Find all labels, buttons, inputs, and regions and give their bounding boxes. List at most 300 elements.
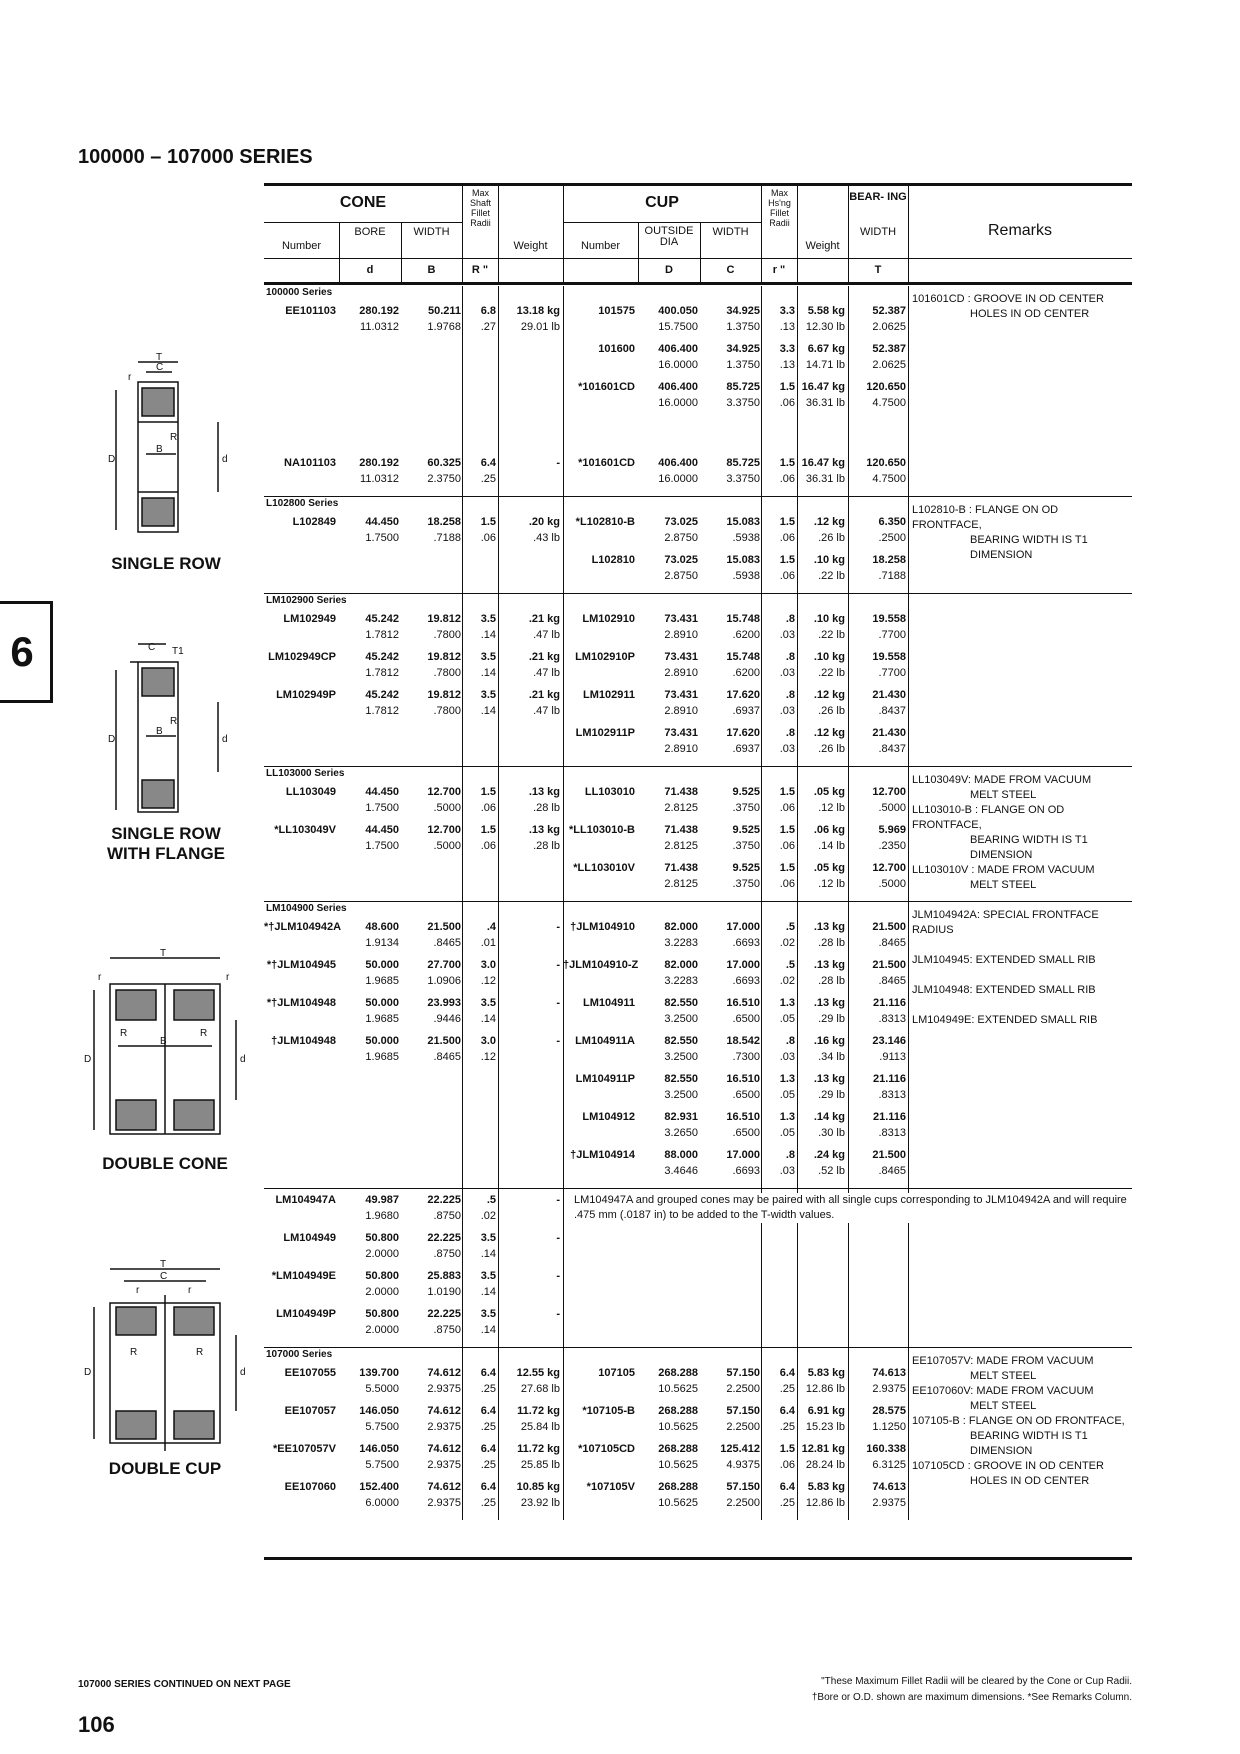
table-row: [264, 994, 908, 1032]
cell-B: 74.612: [427, 1367, 461, 1379]
cell-B: 19.812: [427, 689, 461, 701]
cell-w-inch: .47 lb: [533, 667, 560, 679]
cell-r: .8: [785, 651, 795, 663]
cell-cone: LM104949P: [276, 1308, 336, 1320]
cell-T: 18.258: [872, 554, 906, 566]
cell-R: 3.0: [480, 959, 496, 971]
remark-line: EE107057V: MADE FROM VACUUM: [912, 1355, 1094, 1367]
cell-r-inch: .06: [779, 802, 795, 814]
cell-T: 21.430: [872, 727, 906, 739]
header-cup-number: Number: [580, 240, 621, 252]
header-max-hsng: Max Hs'ng Fillet Radii: [768, 188, 791, 228]
cell-r-inch: .06: [779, 1459, 795, 1471]
cell-D: 268.288: [658, 1443, 698, 1455]
header-sym-B: B: [427, 264, 436, 276]
cell-r: 1.3: [779, 997, 795, 1009]
cell-cw-inch: 12.86 lb: [805, 1497, 845, 1509]
cell-B-inch: .7800: [433, 629, 461, 641]
cell-d: 45.242: [365, 689, 399, 701]
cell-C-inch: .6693: [732, 1165, 760, 1177]
cell-T-inch: 2.0625: [872, 321, 906, 333]
cell-w: 10.85 kg: [516, 1481, 560, 1493]
cell-d-inch: 2.0000: [365, 1248, 399, 1260]
diagram-double-cone: [80, 950, 250, 1174]
cell-r: .5: [785, 921, 795, 933]
cell-w: -: [556, 959, 560, 971]
cell-D-inch: 10.5625: [658, 1421, 698, 1433]
cell-w-inch: 27.68 lb: [520, 1383, 560, 1395]
remark-line: LL103010-B : FLANGE ON OD FRONTFACE,: [912, 804, 1065, 831]
cell-C: 85.725: [726, 457, 760, 469]
cell-cup: *LL103010-B: [568, 824, 635, 836]
cell-C-inch: 3.3750: [726, 397, 760, 409]
series-name: LL103000 Series: [266, 768, 345, 779]
header-bearing: BEAR- ING: [849, 191, 907, 203]
cell-cone: LL103049: [285, 786, 336, 798]
cell-cw: 16.47 kg: [801, 381, 845, 393]
cell-R: 1.5: [480, 824, 496, 836]
svg-text:C: C: [156, 362, 164, 373]
cell-cw: .24 kg: [813, 1149, 845, 1161]
cell-B-inch: 2.9375: [427, 1497, 461, 1509]
cell-C: 34.925: [726, 305, 760, 317]
cell-C: 16.510: [726, 1111, 760, 1123]
cell-cw: .05 kg: [813, 862, 845, 874]
table-bottom-rule: [264, 1557, 1132, 1560]
cell-w: -: [556, 1035, 560, 1047]
svg-text:d: d: [222, 734, 228, 745]
cell-d: 50.000: [365, 1035, 399, 1047]
cell-D-inch: 3.2283: [664, 975, 698, 987]
cell-cup: LM104911A: [575, 1035, 635, 1047]
svg-text:R: R: [196, 1347, 204, 1358]
header-cup-width: WIDTH: [712, 226, 749, 238]
cell-B-inch: .9446: [433, 1013, 461, 1025]
cell-B: 27.700: [427, 959, 461, 971]
remark-line: [908, 998, 1130, 1013]
cell-w: -: [556, 1308, 560, 1320]
cell-B: 21.500: [427, 1035, 461, 1047]
remark-line: 107105-B : FLANGE ON OD FRONTFACE,: [912, 1415, 1125, 1427]
cell-d-inch: 1.9134: [365, 937, 399, 949]
cell-D-inch: 2.8125: [664, 840, 698, 852]
table-row: [264, 551, 908, 589]
remark-line: MELT STEEL: [970, 1400, 1037, 1412]
cell-C: 57.150: [726, 1405, 760, 1417]
remark-line: L102810-B : FLANGE ON OD FRONTFACE,: [912, 504, 1059, 531]
cell-cw: .12 kg: [813, 727, 845, 739]
cell-r: 6.4: [779, 1405, 795, 1417]
cell-B-inch: .7800: [433, 705, 461, 717]
cell-C: 9.525: [732, 862, 760, 874]
cell-w-inch: 25.84 lb: [520, 1421, 560, 1433]
remarks-cell: [908, 503, 1130, 563]
cell-C-inch: .6693: [732, 975, 760, 987]
cell-B-inch: .7800: [433, 667, 461, 679]
cell-B: 60.325: [427, 457, 461, 469]
cell-D-inch: 15.7500: [658, 321, 698, 333]
cell-r: 1.5: [779, 457, 795, 469]
cell-D: 73.025: [664, 516, 698, 528]
header-cone-number: Number: [281, 240, 322, 252]
remark-line: LL103049V: MADE FROM VACUUM: [912, 774, 1092, 786]
section-5: [264, 1188, 1132, 1347]
cell-D: 82.000: [664, 921, 698, 933]
section-2: [264, 593, 1132, 766]
cell-cw-inch: .34 lb: [818, 1051, 845, 1063]
cell-r-inch: .02: [779, 975, 795, 987]
cell-cone: LM102949: [283, 613, 336, 625]
cell-T: 74.613: [872, 1481, 906, 1493]
diagram-label-double-cup: DOUBLE CUP: [108, 1459, 222, 1478]
cell-r-inch: .06: [779, 570, 795, 582]
table-row: [264, 1364, 908, 1402]
cell-d-inch: 6.0000: [365, 1497, 399, 1509]
cell-D: 82.550: [664, 1073, 698, 1085]
section-1: [264, 496, 1132, 593]
cell-R: 1.5: [480, 516, 496, 528]
cell-cw-inch: 12.30 lb: [805, 321, 845, 333]
cell-D-inch: 16.0000: [658, 473, 698, 485]
svg-text:R: R: [120, 1028, 128, 1039]
diagram-label-double-cone: DOUBLE CONE: [102, 1154, 228, 1173]
cell-cw-inch: .22 lb: [818, 629, 845, 641]
cell-B: 21.500: [427, 921, 461, 933]
cell-B: 12.700: [427, 824, 461, 836]
cell-r-inch: .03: [779, 667, 795, 679]
cell-B-inch: 1.9768: [427, 321, 461, 333]
cell-T: 52.387: [872, 343, 906, 355]
diagram-single-row: [86, 350, 246, 574]
cell-C-inch: 1.3750: [726, 321, 760, 333]
cell-T: 21.430: [872, 689, 906, 701]
cell-cone: LM102949CP: [268, 651, 336, 663]
cell-cw-inch: .30 lb: [818, 1127, 845, 1139]
cell-cw-inch: 15.23 lb: [805, 1421, 845, 1433]
cell-T-inch: .5000: [878, 802, 906, 814]
cell-cup: LL103010: [584, 786, 635, 798]
cell-cone: *†JLM104945: [266, 959, 336, 971]
svg-text:d: d: [222, 454, 228, 465]
cell-D-inch: 3.2650: [664, 1127, 698, 1139]
cell-T-inch: .9113: [879, 1051, 906, 1063]
header-sym-C: C: [726, 264, 735, 276]
section-6: [264, 1347, 1132, 1520]
remarks-cell: [908, 1354, 1130, 1489]
cell-cup: L102810: [591, 554, 635, 566]
header-outside-dia: OUTSIDE DIA: [644, 225, 694, 248]
cell-r-inch: .06: [779, 397, 795, 409]
series-name: 100000 Series: [266, 287, 333, 298]
cell-B-inch: 2.3750: [427, 473, 461, 485]
cell-cw-inch: .14 lb: [818, 840, 845, 852]
cell-C-inch: .3750: [732, 878, 760, 890]
remark-line: HOLES IN OD CENTER: [970, 1475, 1090, 1487]
remark-line: LL103010V : MADE FROM VACUUM: [912, 864, 1095, 876]
cell-cone: *LM104949E: [271, 1270, 336, 1282]
svg-text:r: r: [188, 1285, 192, 1296]
cell-T-inch: .8465: [878, 975, 906, 987]
cell-cup: *101601CD: [578, 381, 635, 393]
cell-cw-inch: .12 lb: [818, 878, 845, 890]
svg-text:D: D: [108, 454, 116, 465]
cell-D: 406.400: [658, 381, 698, 393]
cell-r-inch: .03: [779, 1051, 795, 1063]
cell-D: 88.000: [664, 1149, 698, 1161]
cell-cw: 6.91 kg: [807, 1405, 845, 1417]
cell-r-inch: .02: [779, 937, 795, 949]
cell-B-inch: .8465: [433, 1051, 461, 1063]
cell-D-inch: 16.0000: [658, 397, 698, 409]
cell-C-inch: .5938: [732, 532, 760, 544]
header-cone-weight: Weight: [513, 240, 548, 252]
cell-T: 21.500: [872, 1149, 906, 1161]
cell-R: .4: [486, 921, 496, 933]
cell-cw-inch: .22 lb: [818, 667, 845, 679]
cell-cw-inch: .22 lb: [818, 570, 845, 582]
series-name: L102800 Series: [266, 498, 339, 509]
cell-B-inch: 2.9375: [427, 1421, 461, 1433]
header-cone-width: WIDTH: [413, 226, 450, 238]
cell-d: 45.242: [365, 613, 399, 625]
cell-cup: LM104911: [583, 997, 635, 1009]
cell-d: 48.600: [365, 921, 399, 933]
cell-T: 28.575: [872, 1405, 906, 1417]
cell-C: 57.150: [726, 1481, 760, 1493]
remarks-cell: [908, 773, 1130, 893]
cell-T: 120.650: [866, 457, 906, 469]
cell-cw-inch: .28 lb: [818, 975, 845, 987]
cell-d-inch: 5.7500: [365, 1421, 399, 1433]
cell-R-inch: .12: [480, 1051, 496, 1063]
cell-D: 73.431: [664, 727, 698, 739]
cell-w-inch: .47 lb: [533, 705, 560, 717]
cell-B-inch: 1.0190: [427, 1286, 461, 1298]
table-row: [264, 686, 908, 724]
table-row: [264, 1146, 908, 1184]
cell-d: 44.450: [365, 516, 399, 528]
remark-line: 107105CD : GROOVE IN OD CENTER: [912, 1460, 1104, 1472]
cell-cw-inch: 36.31 lb: [805, 397, 845, 409]
cell-T: 19.558: [872, 613, 906, 625]
remarks-cell: [908, 908, 1130, 1028]
cell-D: 82.550: [664, 997, 698, 1009]
cell-r-inch: .06: [779, 840, 795, 852]
cell-w-inch: .28 lb: [533, 840, 560, 852]
cell-w: -: [556, 1232, 560, 1244]
table-row: [264, 724, 908, 762]
cell-C: 15.083: [726, 516, 760, 528]
cell-T: 21.500: [872, 959, 906, 971]
cell-B: 23.993: [427, 997, 461, 1009]
cell-T-inch: .8437: [878, 743, 906, 755]
cell-C-inch: .5938: [732, 570, 760, 582]
cell-cw-inch: 14.71 lb: [805, 359, 845, 371]
cell-T: 120.650: [866, 381, 906, 393]
cell-T-inch: .5000: [878, 878, 906, 890]
cell-C-inch: .3750: [732, 840, 760, 852]
svg-text:D: D: [108, 734, 116, 745]
cell-r: .8: [785, 1149, 795, 1161]
cell-r: 1.5: [779, 824, 795, 836]
cell-r-inch: .25: [779, 1421, 795, 1433]
cell-R: 6.8: [480, 305, 496, 317]
cell-C-inch: 4.9375: [726, 1459, 760, 1471]
cell-d: 280.192: [359, 457, 399, 469]
cell-cw-inch: .29 lb: [818, 1089, 845, 1101]
cell-d-inch: 11.0312: [360, 321, 399, 333]
cell-D-inch: 10.5625: [658, 1459, 698, 1471]
cell-R-inch: .06: [480, 532, 496, 544]
cell-d: 44.450: [365, 824, 399, 836]
cell-C-inch: 1.3750: [726, 359, 760, 371]
header-cup: CUP: [645, 194, 679, 211]
cell-B: 18.258: [427, 516, 461, 528]
remark-line: DIMENSION: [970, 549, 1033, 561]
cell-D: 406.400: [658, 457, 698, 469]
table-row: [264, 918, 908, 956]
cell-D: 268.288: [658, 1367, 698, 1379]
cell-d-inch: 1.9685: [365, 1051, 399, 1063]
header-bore: BORE: [354, 226, 386, 238]
cell-C: 16.510: [726, 1073, 760, 1085]
remark-line: EE107060V: MADE FROM VACUUM: [912, 1385, 1094, 1397]
cell-w: 12.55 kg: [516, 1367, 560, 1379]
cell-D-inch: 2.8750: [664, 570, 698, 582]
section-4: [264, 901, 1132, 1188]
cell-C: 34.925: [726, 343, 760, 355]
cell-d: 50.800: [365, 1270, 399, 1282]
table-header: [264, 183, 1132, 285]
cell-cup: †JLM104910-Z: [563, 959, 639, 971]
cell-D: 71.438: [664, 862, 698, 874]
cell-B-inch: .8750: [433, 1248, 461, 1260]
cell-R-inch: .14: [480, 1248, 496, 1260]
cell-w-inch: .43 lb: [533, 532, 560, 544]
cell-B: 74.612: [427, 1481, 461, 1493]
cell-cup: LM102911: [583, 689, 635, 701]
cell-cup: *107105-B: [582, 1405, 635, 1417]
cell-r-inch: .03: [779, 1165, 795, 1177]
cell-R-inch: .12: [480, 975, 496, 987]
cell-w: .21 kg: [528, 651, 560, 663]
cell-d: 50.800: [365, 1232, 399, 1244]
cell-cw-inch: .29 lb: [818, 1013, 845, 1025]
svg-text:T: T: [156, 352, 163, 363]
cell-r-inch: .03: [779, 743, 795, 755]
cell-d: 50.800: [365, 1308, 399, 1320]
header-sym-d: d: [366, 264, 374, 276]
section-3: [264, 766, 1132, 901]
cell-R-inch: .14: [480, 629, 496, 641]
cell-D-inch: 3.2283: [664, 937, 698, 949]
cell-w: -: [556, 1194, 560, 1206]
table-row: [264, 454, 908, 492]
cell-R-inch: .14: [480, 705, 496, 717]
svg-text:d: d: [240, 1054, 246, 1065]
cell-cone: *EE107057V: [273, 1443, 336, 1455]
cell-B: 25.883: [427, 1270, 461, 1282]
cell-C-inch: 2.2500: [726, 1497, 760, 1509]
svg-text:r: r: [136, 1285, 140, 1296]
cell-T-inch: .8313: [878, 1089, 906, 1101]
cell-B-inch: .5000: [433, 840, 461, 852]
cell-T-inch: .7188: [878, 570, 906, 582]
svg-text:r: r: [226, 972, 230, 983]
cell-d: 146.050: [359, 1405, 399, 1417]
svg-text:r: r: [128, 372, 132, 383]
cell-w-inch: 23.92 lb: [520, 1497, 560, 1509]
footer-note-1: "These Maximum Fillet Radii will be cleared by the Cone or Cup Radii.: [821, 1676, 1132, 1687]
svg-text:T1: T1: [172, 646, 184, 657]
cell-w: -: [556, 457, 560, 469]
cell-r: 1.5: [779, 381, 795, 393]
cell-B-inch: .8750: [433, 1210, 461, 1222]
cell-D-inch: 2.8910: [664, 705, 698, 717]
cell-D-inch: 3.4646: [664, 1165, 698, 1177]
remark-line: BEARING WIDTH IS T1: [970, 1430, 1088, 1442]
cell-R-inch: .25: [480, 1497, 496, 1509]
cell-D-inch: 2.8910: [664, 743, 698, 755]
series-name: LM102900 Series: [266, 595, 347, 606]
header-sym-R: R ": [471, 264, 489, 276]
cell-T-inch: .8437: [878, 705, 906, 717]
remark-line: JLM104948: EXTENDED SMALL RIB: [912, 984, 1096, 996]
cell-T: 5.969: [878, 824, 906, 836]
cell-C: 17.620: [726, 689, 760, 701]
remarks-cell: [908, 292, 1130, 322]
cell-d: 152.400: [359, 1481, 399, 1493]
cell-cw: .13 kg: [813, 959, 845, 971]
cell-w: .21 kg: [528, 689, 560, 701]
cell-d-inch: 1.9685: [365, 1013, 399, 1025]
cell-R-inch: .02: [480, 1210, 496, 1222]
cell-T-inch: 2.9375: [872, 1497, 906, 1509]
table-row: [264, 1108, 908, 1146]
cell-D-inch: 10.5625: [658, 1497, 698, 1509]
cell-R: 3.5: [480, 651, 496, 663]
cell-cw: 6.67 kg: [807, 343, 845, 355]
cell-d-inch: 1.9685: [365, 975, 399, 987]
cell-R: 6.4: [480, 1443, 496, 1455]
cell-C: 9.525: [732, 786, 760, 798]
cell-B: 19.812: [427, 651, 461, 663]
cell-B-inch: .5000: [433, 802, 461, 814]
cell-D: 73.431: [664, 613, 698, 625]
cell-r: 6.4: [779, 1481, 795, 1493]
table-row: [264, 1229, 908, 1267]
cell-d-inch: 1.7500: [365, 840, 399, 852]
cell-r: 3.3: [779, 343, 795, 355]
cell-r: 1.3: [779, 1073, 795, 1085]
cell-B: 22.225: [427, 1308, 461, 1320]
cell-B: 22.225: [427, 1232, 461, 1244]
table-row: [264, 1305, 908, 1343]
cell-r-inch: .03: [779, 705, 795, 717]
footer-notes: [812, 1674, 1132, 1706]
cell-cone: EE101103: [285, 305, 336, 317]
cell-cw: 12.81 kg: [801, 1443, 845, 1455]
cell-T: 160.338: [866, 1443, 906, 1455]
cell-T: 74.613: [872, 1367, 906, 1379]
svg-text:D: D: [84, 1367, 92, 1378]
cell-C-inch: .6937: [732, 705, 760, 717]
cell-R-inch: .25: [480, 1383, 496, 1395]
svg-text:C: C: [160, 1271, 168, 1282]
table-row: [264, 783, 908, 821]
cell-cup: 107105: [598, 1367, 635, 1379]
single-row-flange-drawing: [86, 640, 246, 820]
